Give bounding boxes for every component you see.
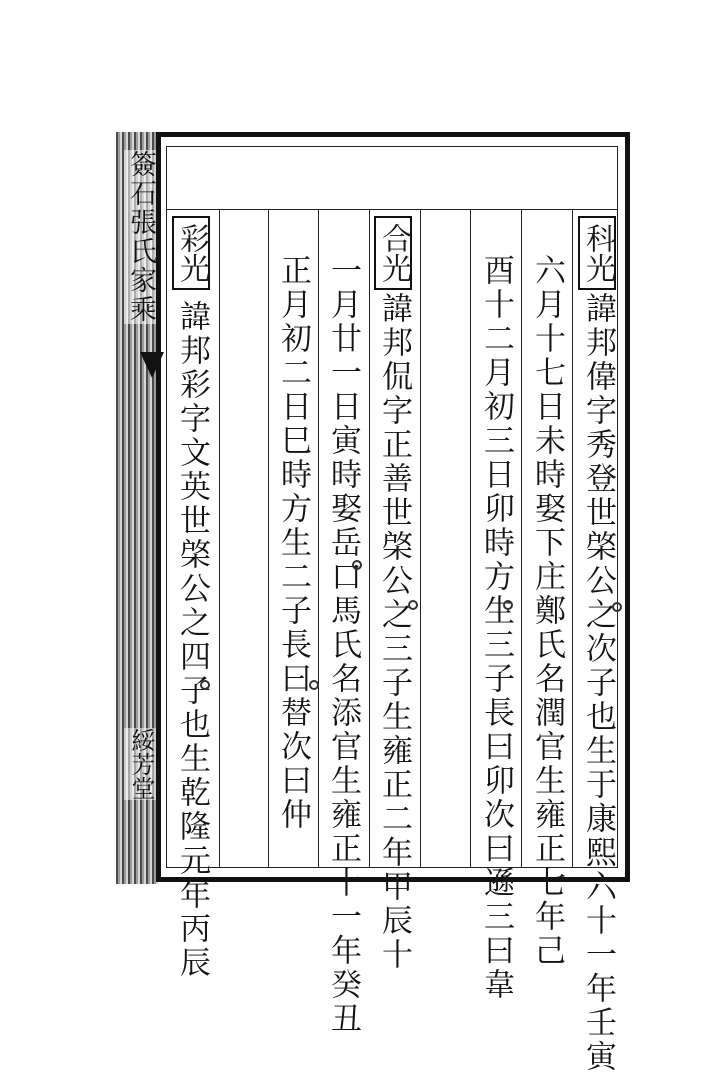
circle-mark [503, 600, 513, 610]
column-rule [369, 210, 370, 868]
entry-text-column: 六月十七日未時娶下庄鄭氏名潤官生雍正七年己 [529, 254, 565, 968]
entry-name-box: 合光 [374, 216, 412, 290]
entry-text-column: 諱邦侃字正善世棨公之三子生雍正二年甲辰十 [376, 292, 412, 972]
column-rule [572, 210, 573, 868]
book-title: 簽石張氏家乘 [125, 150, 156, 324]
hall-name: 綏芳堂 [124, 728, 158, 800]
column-rule [470, 210, 471, 868]
entry-text-column: 一月廿一日寅時娶岳口馬氏名添官生雍正十一年癸丑 [325, 254, 361, 1036]
entry-text-column: 正月初二日巳時方生二子長曰替次曰仲 [275, 254, 311, 832]
circle-mark [352, 560, 362, 570]
entry-name-box: 科光 [578, 216, 616, 290]
column-rule [318, 210, 319, 868]
column-rule [521, 210, 522, 868]
header-band [166, 146, 618, 210]
entry-text-column: 諱邦偉字秀登世棨公之次子也生于康熙六十一年壬寅 [580, 292, 616, 1074]
circle-mark [408, 600, 418, 610]
column-rule [268, 210, 269, 868]
circle-mark [309, 680, 319, 690]
circle-mark [612, 602, 622, 612]
column-rule [420, 210, 421, 868]
entry-name-box: 彩光 [172, 216, 210, 290]
entry-text-column: 諱邦彩字文英世棨公之四子也生乾隆元年丙辰 [174, 300, 210, 980]
column-rule [219, 210, 220, 868]
entry-text-column: 酉十二月初三日卯時方生三子長曰卯次曰遜三曰韋 [478, 254, 514, 1002]
circle-mark [200, 680, 210, 690]
